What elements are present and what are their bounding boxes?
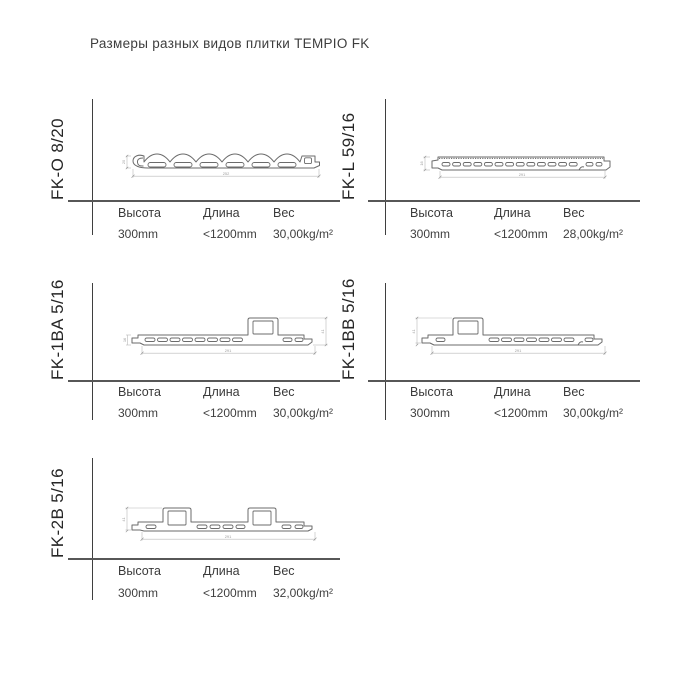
value-weight: 30,00kg/m² — [563, 406, 624, 420]
value-length: <1200mm — [494, 406, 548, 420]
value-weight: 32,00kg/m² — [273, 586, 334, 600]
profile-drawing-fk-1ba — [118, 310, 333, 360]
col-header-length: Длина — [494, 206, 531, 220]
col-header-length: Длина — [494, 385, 531, 399]
section-divider-vertical — [92, 99, 93, 235]
section-fk-o-8-20 — [30, 95, 350, 255]
table-separator — [368, 380, 640, 382]
profile-outline — [422, 318, 602, 345]
dim-box-height-label: 41 — [320, 329, 326, 334]
value-weight: 28,00kg/m² — [563, 227, 624, 241]
value-height: 300mm — [118, 406, 159, 420]
section-label: FK-2B 5/16 — [48, 468, 67, 558]
section-divider-vertical — [92, 283, 93, 420]
col-header-weight: Вес — [273, 385, 295, 399]
profile-drawing-fk-o — [118, 143, 333, 189]
table-separator — [68, 558, 340, 560]
section-divider-vertical — [92, 458, 93, 600]
section-fk-1ba-5-16 — [30, 278, 350, 438]
dim-height-label: 20 — [121, 159, 127, 165]
profile-drawing-fk-1bb — [410, 310, 625, 360]
value-height: 300mm — [410, 227, 451, 241]
col-header-weight: Вес — [273, 206, 295, 220]
section-divider-vertical — [385, 283, 386, 420]
profile-drawing-fk-2b — [118, 488, 333, 546]
table-separator — [68, 200, 340, 202]
value-height: 300mm — [410, 406, 451, 420]
end-square-hole — [305, 158, 312, 164]
value-length: <1200mm — [203, 406, 257, 420]
box-inner-hole — [253, 321, 273, 334]
value-height: 300mm — [118, 586, 159, 600]
col-header-length: Длина — [203, 385, 240, 399]
value-height: 300mm — [118, 227, 159, 241]
col-header-height: Высота — [118, 385, 161, 399]
dim-box-height-label: 41 — [121, 517, 127, 522]
section-fk-l-59-16 — [339, 95, 660, 255]
box-inner-hole — [168, 511, 186, 525]
value-length: <1200mm — [203, 586, 257, 600]
dim-height-label: 16 — [419, 161, 425, 166]
col-header-length: Длина — [203, 206, 240, 220]
dim-height-label: 16 — [121, 337, 127, 343]
col-header-height: Высота — [118, 206, 161, 220]
dim-box-height-label: 41 — [411, 329, 417, 334]
col-header-height: Высота — [410, 206, 453, 220]
box-inner-hole — [253, 511, 271, 525]
col-header-weight: Вес — [563, 385, 585, 399]
col-header-weight: Вес — [563, 206, 585, 220]
box-inner-hole — [458, 321, 478, 334]
section-divider-vertical — [385, 99, 386, 235]
page-title: Размеры разных видов плитки TEMPIO FK — [90, 36, 370, 51]
value-weight: 30,00kg/m² — [273, 406, 334, 420]
dim-width-label: 291 — [224, 347, 232, 353]
section-label: FK-L 59/16 — [339, 112, 358, 200]
section-fk-1bb-5-16 — [339, 278, 660, 438]
col-header-height: Высота — [410, 385, 453, 399]
value-length: <1200mm — [494, 227, 548, 241]
table-separator — [68, 380, 340, 382]
value-length: <1200mm — [203, 227, 257, 241]
col-header-weight: Вес — [273, 564, 295, 578]
section-fk-2b-5-16 — [30, 455, 350, 615]
section-label: FK-1BB 5/16 — [339, 278, 358, 380]
value-weight: 30,00kg/m² — [273, 227, 334, 241]
section-label: FK-1BA 5/16 — [48, 279, 67, 380]
dim-width-label: 291 — [224, 533, 232, 539]
dim-width-label: 291 — [514, 347, 522, 353]
section-label: FK-O 8/20 — [48, 117, 67, 200]
col-header-length: Длина — [203, 564, 240, 578]
dim-width-label: 291 — [518, 171, 526, 177]
table-separator — [368, 200, 640, 202]
dim-width-label: 252 — [222, 170, 230, 176]
col-header-height: Высота — [118, 564, 161, 578]
profile-drawing-fk-l — [418, 148, 618, 186]
